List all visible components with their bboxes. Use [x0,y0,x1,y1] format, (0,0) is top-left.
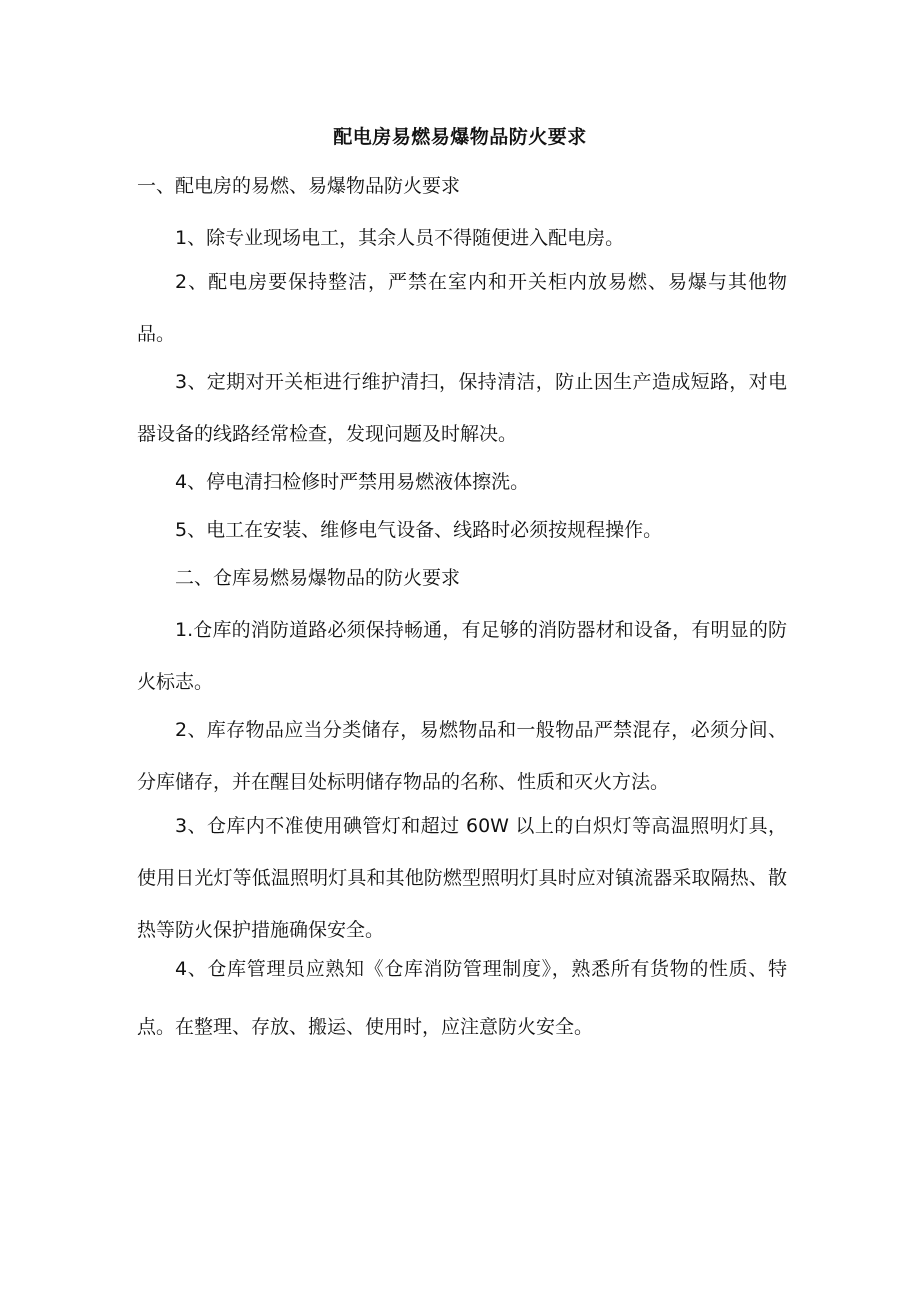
section-heading-1: 一、配电房的易燃、易爆物品防火要求 [137,175,461,197]
paragraph-1-1: 1、除专业现场电工，其余人员不得随便进入配电房。 [175,227,625,249]
section-heading-2: 二、仓库易燃易爆物品的防火要求 [175,567,461,589]
paragraph-1-3: 3、定期对开关柜进行维护清扫，保持清洁，防止因生产造成短路，对电器设备的线路经常检查，发现问题及时解决。 [137,371,787,445]
paragraph-2-1: 1.仓库的消防道路必须保持畅通，有足够的消防器材和设备，有明显的防火标志。 [137,619,787,693]
paragraph-2-4: 4、仓库管理员应熟知《仓库消防管理制度》，熟悉所有货物的性质、特点。在整理、存放、搬运、使用时，应注意防火安全。 [137,958,787,1038]
document-title: 配电房易燃易爆物品防火要求 [333,126,587,148]
paragraph-2-2: 2、库存物品应当分类储存，易燃物品和一般物品严禁混存，必须分间、分库储存，并在醒目处标明储存物品的名称、性质和灭火方法。 [137,719,787,793]
paragraph-1-5: 5、电工在安装、维修电气设备、线路时必须按规程操作。 [175,519,663,541]
paragraph-2-3: 3、仓库内不准使用碘管灯和超过 60W 以上的白炽灯等高温照明灯具，使用日光灯等低温照明灯具和其他防燃型照明灯具时应对镇流器采取隔热、散热等防火保护措施确保安全。 [137,815,787,941]
paragraph-1-4: 4、停电清扫检修时严禁用易燃液体擦洗。 [175,471,530,493]
paragraph-1-2: 2、配电房要保持整洁，严禁在室内和开关柜内放易燃、易爆与其他物品。 [137,271,787,345]
